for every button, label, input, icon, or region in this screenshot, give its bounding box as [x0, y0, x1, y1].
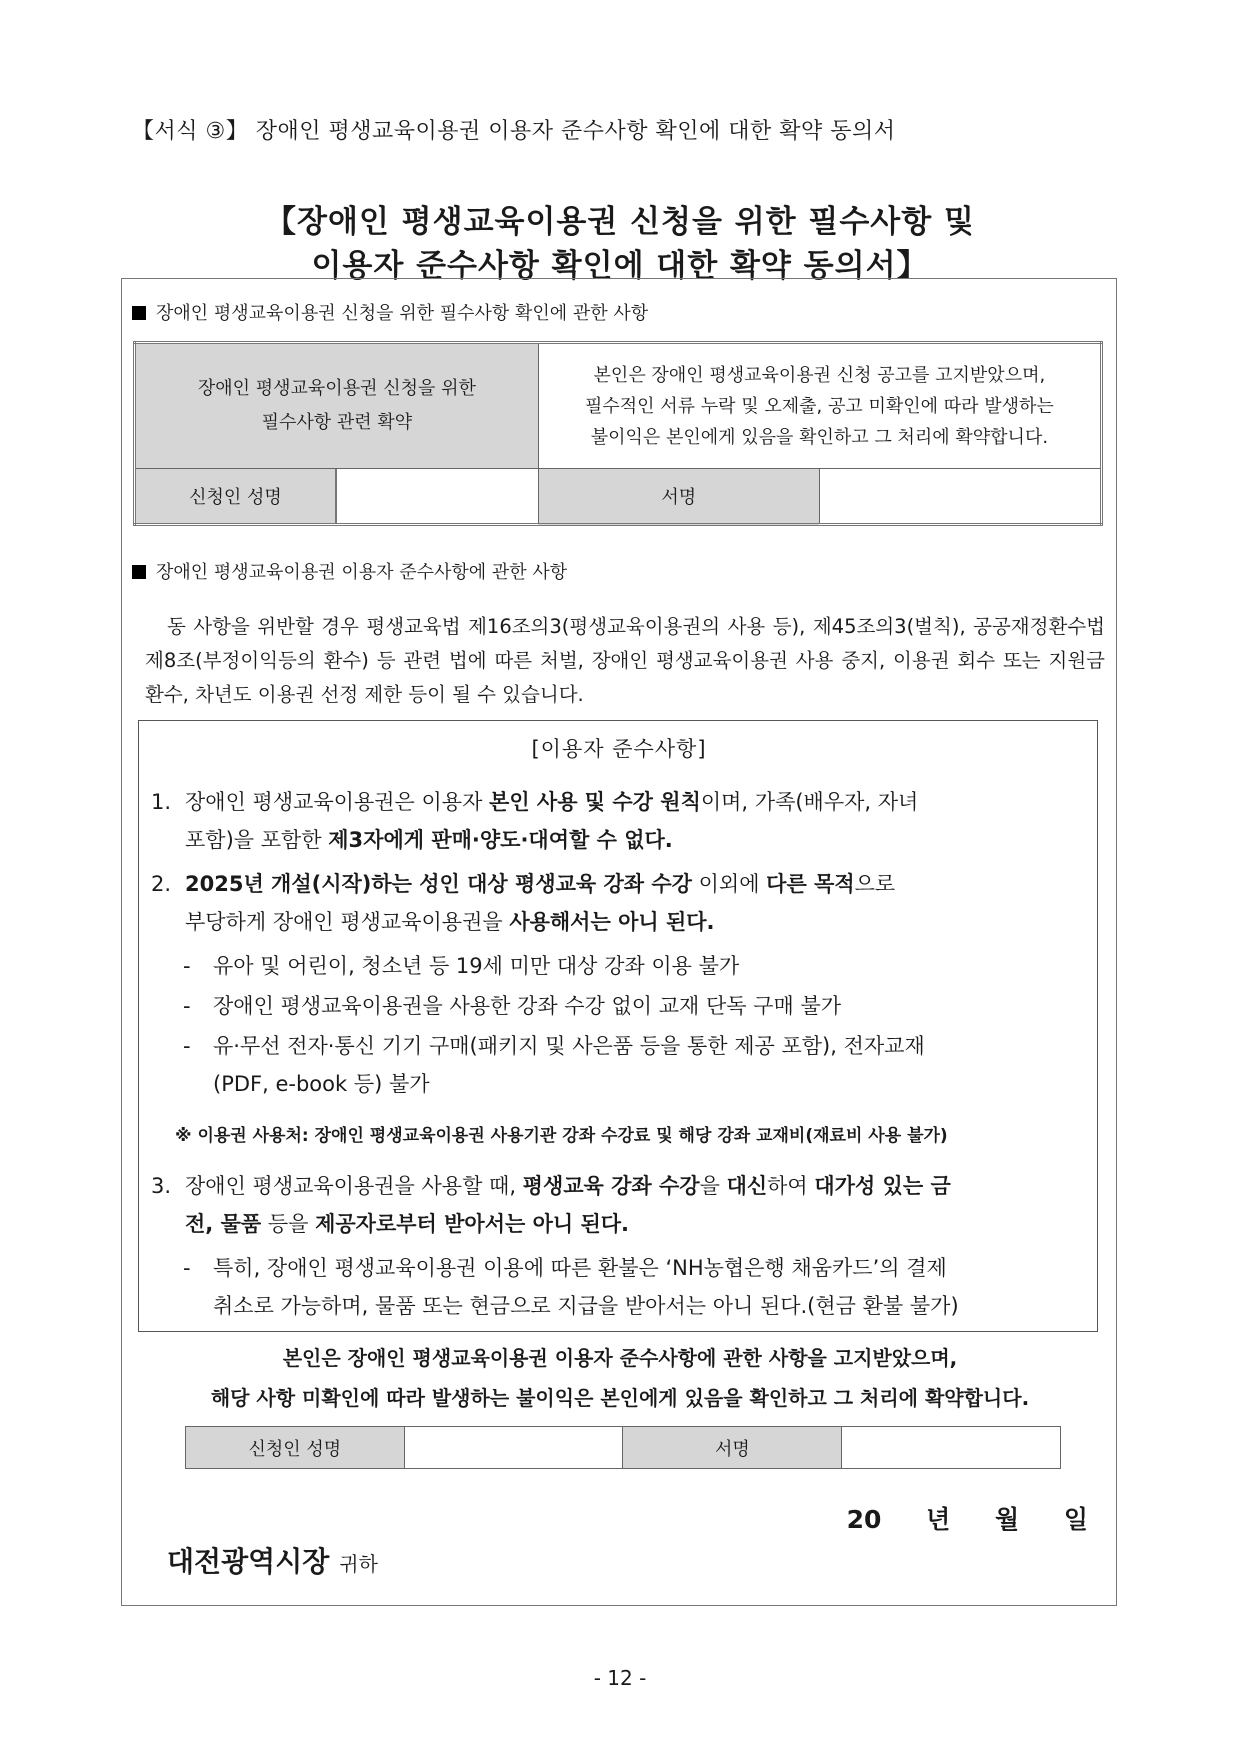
- signature-label-2: 서명: [623, 1427, 842, 1469]
- rule-2-sub-1: - 유아 및 어린이, 청소년 등 19세 미만 대상 강좌 이용 불가: [183, 954, 740, 978]
- document-title-line1: 【장애인 평생교육이용권 신청을 위한 필수사항 및: [265, 204, 975, 240]
- rules-title: [이용자 준수사항]: [531, 737, 707, 761]
- black-square-bullet-icon: [132, 306, 146, 320]
- rule-3-number: 3.: [151, 1174, 172, 1198]
- document-title-line2: 이용자 준수사항 확인에 대한 확약 동의서】: [311, 248, 929, 284]
- confirm-statement-line2: 해당 사항 미확인에 따라 발생하는 불이익은 본인에게 있음을 확인하고 그 처리에 확약합니다.: [210, 1386, 1030, 1410]
- signature-label: 서명: [538, 469, 819, 525]
- rule-1-line2: 포함)을 포함한 제3자에게 판매·양도·대여할 수 없다.: [185, 828, 673, 852]
- essential-items-agreement-table: [133, 341, 1103, 526]
- agreement-text-line2: 필수적인 서류 누락 및 오제출, 공고 미확인에 따라 발생하는: [584, 395, 1054, 417]
- applicant-name-input-2[interactable]: [404, 1427, 623, 1469]
- date-line: 20 년 월 일: [846, 1505, 1088, 1534]
- agreement-text-cell: [538, 343, 1101, 469]
- addressee-suffix: 귀하: [339, 1552, 378, 1576]
- confirm-statement-line1: 본인은 장애인 평생교육이용권 이용자 준수사항에 관한 사항을 고지받았으며,: [282, 1346, 958, 1370]
- rule-3: [151, 1167, 1091, 1243]
- signature-input[interactable]: [819, 469, 1101, 525]
- name-label-split-cell: [135, 469, 539, 525]
- agreement-label-line2: 필수사항 관련 확약: [261, 412, 413, 433]
- page-number: - 12 -: [593, 1666, 647, 1690]
- black-square-bullet-icon: [132, 565, 146, 579]
- rule-3-line1: 3. 장애인 평생교육이용권을 사용할 때, 평생교육 강좌 수강을 대신하여 대가성 있는 금: [151, 1167, 1091, 1205]
- section1-heading: [132, 299, 648, 325]
- agreement-label-cell: [135, 343, 539, 469]
- rule-1-line1: 1. 장애인 평생교육이용권은 이용자 본인 사용 및 수강 원칙이며, 가족(배우자, 자녀: [151, 783, 1091, 821]
- applicant-name-label-2: 신청인 성명: [186, 1427, 405, 1469]
- addressee: [167, 1540, 378, 1580]
- applicant-name-input[interactable]: [336, 469, 538, 523]
- section1-heading-text: 장애인 평생교육이용권 신청을 위한 필수사항 확인에 관한 사항: [156, 303, 649, 324]
- applicant-name-label: 신청인 성명: [136, 469, 336, 523]
- section2-heading: [132, 558, 567, 584]
- agreement-text-line3: 불이익은 본인에게 있음을 확인하고 그 처리에 확약합니다.: [590, 426, 1049, 448]
- rule-1: [151, 783, 1091, 859]
- form-label: 【서식 ③】 장애인 평생교육이용권 이용자 준수사항 확인에 대한 확약 동의서: [132, 119, 896, 144]
- rule-2-line1: 2. 2025년 개설(시작)하는 성인 대상 평생교육 강좌 수강 이외에 다른 목적으로: [151, 865, 1091, 903]
- rule-2-number: 2.: [151, 872, 172, 896]
- addressee-name: 대전광역시장: [167, 1545, 330, 1578]
- violation-notice: 동 사항을 위반할 경우 평생교육법 제16조의3(평생교육이용권의 사용 등), 제45조의3(벌칙), 공공재정환수법 제8조(부정이익등의 환수) 등 관련 법에 따른 처벌, 장애인 평생교육이용권 사용 중지, 이용권 회수 또는 지원금 환수, 차년도 이용권 선정 제한 등이 될 수 있습니다.: [145, 615, 1105, 706]
- rule-3-line2: 전, 물품 등을 제공자로부터 받아서는 아니 된다.: [185, 1212, 630, 1236]
- rule-2-sub-2: - 장애인 평생교육이용권을 사용한 강좌 수강 없이 교재 단독 구매 불가: [183, 994, 842, 1018]
- rule-2-sub-3: - 유·무선 전자·통신 기기 구매(패키지 및 사은품 등을 통한 제공 포함), 전자교재 (PDF, e-book 등) 불가: [183, 1034, 925, 1096]
- rule-2-line2: 부당하게 장애인 평생교육이용권을 사용해서는 아니 된다.: [185, 910, 715, 934]
- rules-signature-table: [185, 1426, 1061, 1469]
- section2-heading-text: 장애인 평생교육이용권 이용자 준수사항에 관한 사항: [156, 562, 568, 583]
- rule-3-sub-1: - 특히, 장애인 평생교육이용권 이용에 따른 환불은 ‘NH농협은행 채움카드’의 결제 취소로 가능하며, 물품 또는 현금으로 지급을 받아서는 아니 된다.(현금 환불 불가): [183, 1256, 959, 1318]
- rule-2: [151, 865, 1091, 941]
- user-rules-box: [138, 720, 1098, 1332]
- agreement-text-line1: 본인은 장애인 평생교육이용권 신청 공고를 고지받았으며,: [593, 364, 1046, 386]
- usage-note: ※ 이용권 사용처: 장애인 평생교육이용권 사용기관 강좌 수강료 및 해당 강좌 교재비(재료비 사용 불가): [175, 1126, 948, 1146]
- agreement-label-line1: 장애인 평생교육이용권 신청을 위한: [197, 378, 476, 399]
- rule-1-number: 1.: [151, 790, 172, 814]
- signature-input-2[interactable]: [842, 1427, 1061, 1469]
